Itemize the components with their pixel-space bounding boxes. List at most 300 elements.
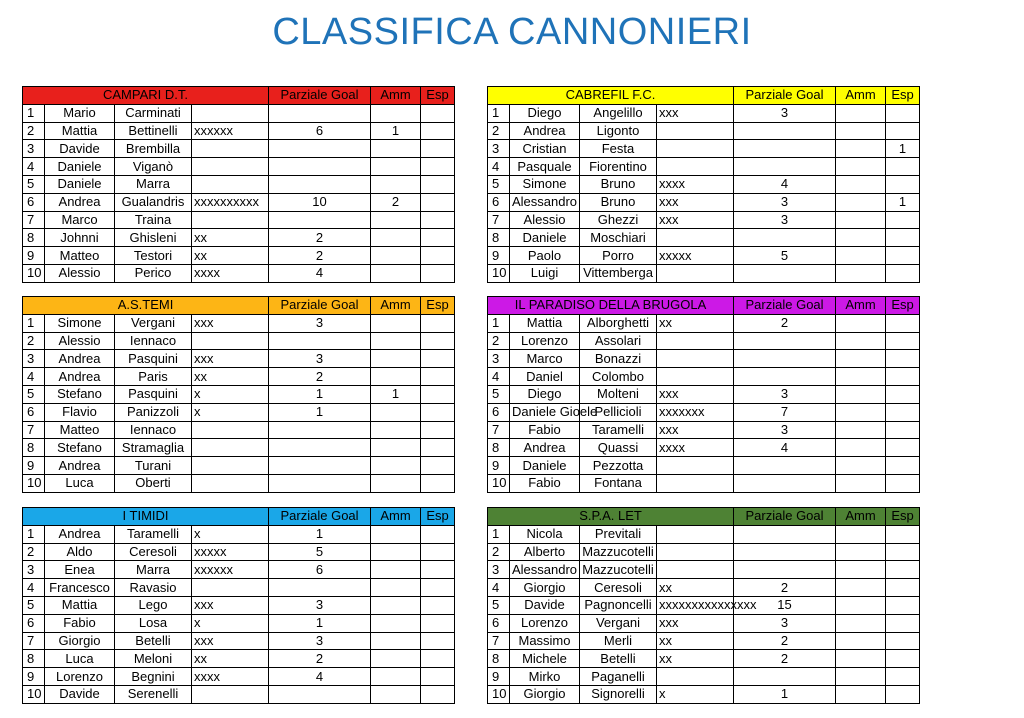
partial-goals [734,264,836,282]
player-first-name: Alessandro [510,193,580,211]
partial-goals: 3 [734,385,836,403]
table-row [23,385,455,403]
table-row [488,314,920,332]
table-row [488,158,920,176]
player-last-name: Alborghetti [580,314,657,332]
player-first-name: Fabio [45,614,115,632]
player-last-name: Perico [115,264,192,282]
yellow-cards [836,158,886,176]
player-last-name: Vittemberga [580,264,657,282]
player-last-name: Pasquini [115,385,192,403]
player-number: 1 [23,525,45,543]
red-cards [886,439,920,457]
player-number: 9 [23,457,45,475]
yellow-cards [371,350,421,368]
player-first-name: Matteo [45,247,115,265]
team-table [487,507,920,704]
yellow-cards [836,104,886,122]
partial-goals [734,474,836,492]
goal-marks: xx [192,650,269,668]
goal-marks [657,368,734,386]
table-row [488,332,920,350]
player-first-name: Davide [45,140,115,158]
partial-goals [734,543,836,561]
table-row [23,193,455,211]
player-first-name: Mattia [45,596,115,614]
yellow-cards [371,314,421,332]
yellow-cards [836,211,886,229]
player-last-name: Festa [580,140,657,158]
table-row [23,104,455,122]
partial-goals: 2 [734,632,836,650]
goal-marks [657,543,734,561]
player-first-name: Davide [510,596,580,614]
player-first-name: Daniele [510,229,580,247]
player-number: 2 [488,543,510,561]
goal-marks: xxxxxx [192,561,269,579]
goal-marks: xxxxxx [192,122,269,140]
player-first-name: Andrea [45,368,115,386]
player-number: 6 [23,193,45,211]
player-number: 1 [23,104,45,122]
yellow-cards [836,193,886,211]
goal-marks [657,229,734,247]
partial-goals [269,140,371,158]
player-first-name: Stefano [45,385,115,403]
player-number: 5 [488,175,510,193]
table-row [23,668,455,686]
goal-marks [192,175,269,193]
red-cards [886,314,920,332]
red-cards [421,332,455,350]
red-cards [886,229,920,247]
player-last-name: Taramelli [115,525,192,543]
player-last-name: Pellicioli [580,403,657,421]
red-cards [421,474,455,492]
player-first-name: Marco [510,350,580,368]
player-last-name: Quassi [580,439,657,457]
player-last-name: Angelillo [580,104,657,122]
player-first-name: Luca [45,474,115,492]
player-first-name: Lorenzo [510,614,580,632]
player-last-name: Paris [115,368,192,386]
team-header-row [23,297,455,315]
player-first-name: Andrea [45,525,115,543]
team-header-row [23,87,455,105]
player-last-name: Pezzotta [580,457,657,475]
player-last-name: Signorelli [580,685,657,703]
table-row [488,247,920,265]
red-cards [421,158,455,176]
table-row [23,158,455,176]
yellow-cards [836,332,886,350]
player-first-name: Giorgio [510,685,580,703]
red-cards [421,104,455,122]
player-number: 4 [23,158,45,176]
team-header-row [23,508,455,526]
table-row [488,122,920,140]
yellow-cards [371,421,421,439]
partial-goals [269,175,371,193]
partial-goals: 4 [734,439,836,457]
player-first-name: Giorgio [45,632,115,650]
partial-goals: 7 [734,403,836,421]
goal-marks [657,525,734,543]
red-cards [886,457,920,475]
player-number: 7 [23,421,45,439]
player-number: 2 [23,122,45,140]
red-cards [421,229,455,247]
red-cards [886,104,920,122]
team-table [22,86,455,283]
player-number: 6 [23,614,45,632]
partial-goals: 3 [734,614,836,632]
goal-marks [657,668,734,686]
goal-marks [657,158,734,176]
table-row [23,175,455,193]
player-number: 5 [23,175,45,193]
red-cards [886,122,920,140]
red-cards [886,525,920,543]
red-cards [421,264,455,282]
partial-goals [269,457,371,475]
partial-goals [269,211,371,229]
partial-goals: 1 [734,685,836,703]
table-row [23,474,455,492]
partial-goals: 2 [269,229,371,247]
player-number: 3 [23,350,45,368]
player-number: 8 [23,229,45,247]
player-first-name: Fabio [510,421,580,439]
partial-goals [734,668,836,686]
goal-marks: xxxxxxxxxxxxxxx [657,596,734,614]
player-first-name: Alessandro [510,561,580,579]
player-last-name: Vergani [580,614,657,632]
red-cards [421,368,455,386]
player-last-name: Fiorentino [580,158,657,176]
team-table [22,296,455,493]
table-row [488,685,920,703]
player-first-name: Diego [510,385,580,403]
player-number: 10 [488,474,510,492]
yellow-cards [371,211,421,229]
yellow-cards [836,474,886,492]
goal-marks: x [192,525,269,543]
table-row [23,247,455,265]
header-esp: Esp [886,508,920,526]
player-last-name: Mazzucotelli [580,543,657,561]
table-row [488,193,920,211]
partial-goals: 4 [269,668,371,686]
player-last-name: Lego [115,596,192,614]
goal-marks [192,439,269,457]
player-number: 9 [488,668,510,686]
table-row [23,122,455,140]
goal-marks [192,474,269,492]
player-number: 6 [23,403,45,421]
player-first-name: Massimo [510,632,580,650]
player-first-name: Stefano [45,439,115,457]
player-number: 4 [488,158,510,176]
partial-goals: 2 [734,650,836,668]
player-first-name: Alessio [45,332,115,350]
player-first-name: Fabio [510,474,580,492]
yellow-cards [836,579,886,597]
partial-goals [734,561,836,579]
header-amm: Amm [836,508,886,526]
partial-goals: 4 [269,264,371,282]
player-last-name: Pasquini [115,350,192,368]
player-last-name: Molteni [580,385,657,403]
partial-goals [269,579,371,597]
partial-goals [269,104,371,122]
table-row [488,421,920,439]
player-last-name: Iennaco [115,332,192,350]
goal-marks: xxxxx [657,247,734,265]
team-header-row [488,87,920,105]
partial-goals [734,158,836,176]
goal-marks: xxxx [657,175,734,193]
player-number: 3 [488,561,510,579]
red-cards [421,650,455,668]
table-row [23,632,455,650]
yellow-cards [371,596,421,614]
partial-goals: 1 [269,614,371,632]
player-number: 7 [488,632,510,650]
red-cards [886,247,920,265]
table-row [23,614,455,632]
goal-marks: xxx [192,632,269,650]
red-cards [421,439,455,457]
player-last-name: Marra [115,561,192,579]
player-first-name: Giorgio [510,579,580,597]
yellow-cards [371,175,421,193]
yellow-cards [371,403,421,421]
player-number: 2 [488,122,510,140]
yellow-cards [836,140,886,158]
table-row [23,314,455,332]
header-parziale-goal: Parziale Goal [269,87,371,105]
player-last-name: Ceresoli [115,543,192,561]
player-first-name: Nicola [510,525,580,543]
table-row [488,474,920,492]
goal-marks [657,561,734,579]
partial-goals [734,368,836,386]
table-row [488,140,920,158]
yellow-cards [836,247,886,265]
table-row [488,350,920,368]
player-number: 7 [23,211,45,229]
header-parziale-goal: Parziale Goal [734,297,836,315]
yellow-cards [836,596,886,614]
red-cards [886,543,920,561]
red-cards [421,403,455,421]
table-row [23,211,455,229]
player-last-name: Marra [115,175,192,193]
player-number: 6 [488,614,510,632]
yellow-cards [371,140,421,158]
red-cards [886,650,920,668]
player-number: 8 [488,439,510,457]
goal-marks [657,140,734,158]
goal-marks: xxxxx [192,543,269,561]
yellow-cards [371,543,421,561]
partial-goals: 1 [269,403,371,421]
partial-goals: 3 [734,421,836,439]
red-cards [421,140,455,158]
player-number: 2 [488,332,510,350]
yellow-cards [371,229,421,247]
partial-goals: 1 [269,385,371,403]
red-cards [886,385,920,403]
goal-marks: xx [192,368,269,386]
yellow-cards: 2 [371,193,421,211]
player-number: 4 [23,368,45,386]
player-last-name: Stramaglia [115,439,192,457]
player-number: 6 [488,403,510,421]
player-number: 3 [23,561,45,579]
yellow-cards [371,332,421,350]
partial-goals: 2 [734,314,836,332]
partial-goals [734,140,836,158]
goal-marks [192,579,269,597]
player-first-name: Michele [510,650,580,668]
partial-goals [269,421,371,439]
player-number: 1 [488,314,510,332]
partial-goals: 2 [269,650,371,668]
yellow-cards: 1 [371,385,421,403]
red-cards [421,543,455,561]
partial-goals: 1 [269,525,371,543]
player-first-name: Johnni [45,229,115,247]
player-first-name: Matteo [45,421,115,439]
red-cards [421,421,455,439]
player-last-name: Bruno [580,193,657,211]
header-parziale-goal: Parziale Goal [269,508,371,526]
goal-marks: xxx [657,211,734,229]
red-cards [421,350,455,368]
partial-goals [269,439,371,457]
red-cards [421,614,455,632]
player-number: 10 [488,264,510,282]
player-first-name: Daniele [45,158,115,176]
red-cards [886,175,920,193]
player-number: 9 [488,247,510,265]
player-first-name: Pasquale [510,158,580,176]
goal-marks: xxx [192,314,269,332]
red-cards [886,403,920,421]
table-row [488,579,920,597]
red-cards [421,668,455,686]
header-esp: Esp [421,508,455,526]
goal-marks [192,421,269,439]
partial-goals [269,332,371,350]
player-number: 10 [488,685,510,703]
red-cards: 1 [886,193,920,211]
player-number: 9 [488,457,510,475]
goal-marks: xx [192,229,269,247]
player-number: 3 [23,140,45,158]
player-last-name: Bettinelli [115,122,192,140]
yellow-cards [371,685,421,703]
red-cards [886,158,920,176]
player-first-name: Daniele Gioele [510,403,580,421]
table-row [488,650,920,668]
player-last-name: Meloni [115,650,192,668]
yellow-cards [371,104,421,122]
partial-goals: 3 [734,211,836,229]
yellow-cards [371,579,421,597]
table-row [488,104,920,122]
yellow-cards [836,685,886,703]
player-number: 7 [23,632,45,650]
player-last-name: Ravasio [115,579,192,597]
team-table [487,296,920,493]
red-cards [886,614,920,632]
table-row [23,421,455,439]
goal-marks [192,158,269,176]
red-cards [886,332,920,350]
yellow-cards [836,632,886,650]
partial-goals: 3 [269,596,371,614]
player-first-name: Lorenzo [45,668,115,686]
goal-marks: x [657,685,734,703]
partial-goals [734,350,836,368]
table-row [23,650,455,668]
goal-marks [657,457,734,475]
goal-marks: xxx [657,193,734,211]
goal-marks: xxxx [192,668,269,686]
yellow-cards [836,561,886,579]
player-last-name: Iennaco [115,421,192,439]
team-name: A.S.TEMI [23,297,269,315]
yellow-cards [836,122,886,140]
player-last-name: Ceresoli [580,579,657,597]
player-last-name: Vergani [115,314,192,332]
table-row [488,175,920,193]
yellow-cards [836,385,886,403]
table-row [488,632,920,650]
header-amm: Amm [371,87,421,105]
team-name: CAMPARI D.T. [23,87,269,105]
table-row [488,211,920,229]
goal-marks [657,264,734,282]
red-cards [886,474,920,492]
yellow-cards [371,158,421,176]
red-cards [421,579,455,597]
partial-goals: 2 [269,368,371,386]
red-cards [421,385,455,403]
header-esp: Esp [886,297,920,315]
player-last-name: Turani [115,457,192,475]
player-last-name: Porro [580,247,657,265]
partial-goals [269,158,371,176]
player-number: 3 [488,140,510,158]
yellow-cards [836,350,886,368]
team-table [487,86,920,283]
partial-goals [734,525,836,543]
red-cards [886,264,920,282]
yellow-cards [836,439,886,457]
player-first-name: Alessio [510,211,580,229]
header-amm: Amm [371,508,421,526]
player-number: 1 [488,104,510,122]
yellow-cards [371,264,421,282]
table-row [23,439,455,457]
goal-marks [192,332,269,350]
player-number: 10 [23,685,45,703]
header-parziale-goal: Parziale Goal [734,508,836,526]
